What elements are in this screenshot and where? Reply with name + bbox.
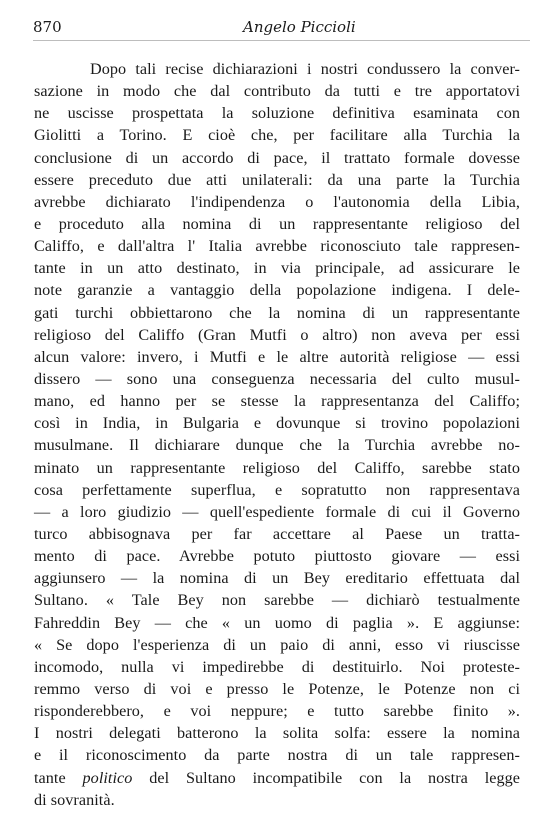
text-segment: del Sultano incompatibile con la nostra legge (132, 768, 520, 787)
text-line: tante in un atto destinato, in via principale, ad assicurare le (34, 259, 520, 278)
text-line: ne uscisse prospettata la soluzione definitiva esaminata con (34, 104, 520, 123)
text-line: musulmane. Il dichiarare dunque che la Turchia avrebbe no- (34, 436, 520, 455)
text-line: religioso del Califfo (Gran Mutfi o altro) non aveva per essi (34, 325, 520, 344)
text-line: e proceduto alla nomina di un rappresentante religioso del (34, 214, 520, 233)
text-line: gati turchi obbiettarono che la nomina di un rappresentante (34, 303, 520, 322)
text-line: cosa perfettamente superflua, e sopratutto non rappresentava (34, 480, 520, 499)
body-text (34, 58, 520, 811)
text-line: e il riconoscimento da parte nostra di un tale rappresen- (34, 746, 520, 765)
text-line: aggiunsero — la nomina di un Bey ereditario effettuata dal (34, 569, 520, 588)
italic-word: politico (82, 768, 133, 787)
text-line: conclusione di un accordo di pace, il trattato formale dovesse (34, 148, 520, 167)
text-line: Sultano. « Tale Bey non sarebbe — dichiarò testualmente (34, 591, 520, 610)
text-line: alcun valore: invero, i Mutfi e le altre autorità religiose — essi (34, 347, 520, 366)
text-line: turco abbisognava per far accettare al Paese un tratta- (34, 524, 520, 543)
text-line-with-italic (34, 767, 520, 789)
text-line: remmo verso di voi e presso le Potenze, le Potenze non ci (34, 679, 520, 698)
text-line: I nostri delegati batterono la solita solfa: essere la nomina (34, 724, 520, 743)
text-line: mento di pace. Avrebbe potuto piuttosto giovare — essi (34, 547, 520, 566)
text-segment: tante (34, 768, 83, 787)
text-line: « Se dopo l'esperienza di un paio di anni, esso vi riuscisse (34, 635, 520, 654)
text-line: Giolitti a Torino. E cioè che, per facilitare alla Turchia la (34, 126, 520, 145)
text-line: note garanzie a vantaggio della popolazione indigena. I dele- (34, 281, 520, 300)
text-line: incomodo, nulla vi impedirebbe di destituirlo. Noi proteste- (34, 657, 520, 676)
text-line: avrebbe dichiarato l'indipendenza o l'autonomia della Libia, (34, 192, 520, 211)
text-line: minato un rappresentante religioso del Califfo, sarebbe stato (34, 458, 520, 477)
text-line: — a loro giudizio — quell'espediente formale di cui il Governo (34, 502, 520, 521)
text-line-last: di sovranità. (34, 790, 115, 809)
text-line: essere preceduto due atti unilaterali: da una parte la Turchia (34, 170, 520, 189)
text-line: sazione in modo che dal contributo da tutti e tre apportatovi (34, 82, 520, 101)
text-line: Fahreddin Bey — che « un uomo di paglia ». E aggiunse: (34, 613, 520, 632)
text-line: Califfo, e dall'altra l' Italia avrebbe riconosciuto tale rappresen- (34, 237, 520, 256)
running-head (33, 18, 538, 42)
text-line: mano, ed hanno per se stesse la rappresentanza del Califfo; (34, 392, 520, 411)
text-line: Dopo tali recise dichiarazioni i nostri condussero la conver- (90, 60, 520, 78)
text-line: dissero — sono una conseguenza necessaria del culto musul- (34, 369, 520, 388)
header-rule (33, 40, 530, 41)
text-line: così in India, in Bulgaria e dovunque si trovino popolazioni (34, 414, 520, 433)
running-title: Angelo Piccioli (243, 18, 356, 36)
text-line: risponderebbero, e voi neppure; e tutto sarebbe finito ». (34, 702, 520, 721)
page-number: 870 (33, 18, 62, 36)
